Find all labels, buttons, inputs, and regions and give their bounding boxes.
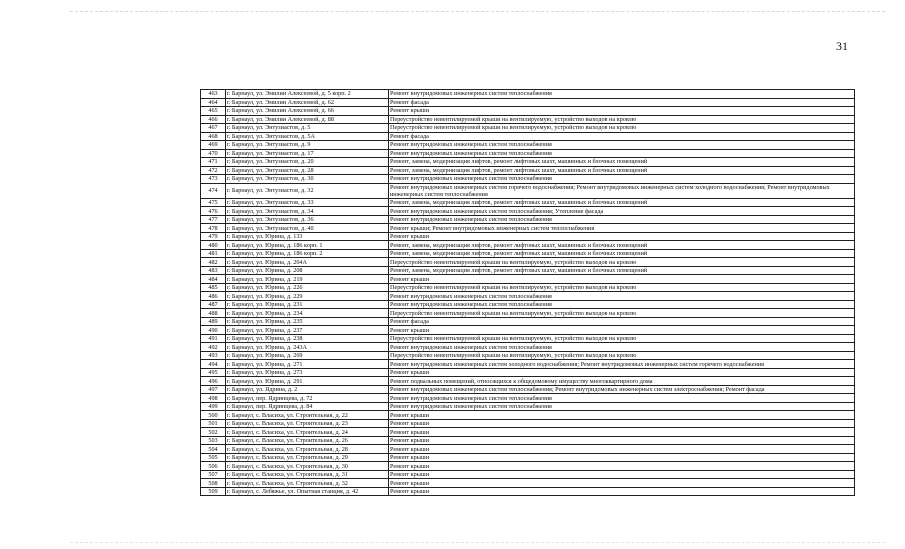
work-type-cell: Ремонт внутридомовых инженерных систем теплоснабжения	[389, 402, 855, 411]
address-cell: г. Барнаул, ул. Юрина, д. 204А	[226, 258, 389, 267]
table-row	[201, 275, 855, 284]
repair-program-table	[200, 89, 855, 496]
row-number-cell: 488	[201, 309, 226, 318]
work-type-cell: Ремонт, замена, модернизация лифтов, ремонт лифтовых шахт, машинных и блочных помещений	[389, 266, 855, 275]
row-number-cell: 502	[201, 428, 226, 437]
row-number-cell: 464	[201, 98, 226, 107]
table-row	[201, 487, 855, 496]
row-number-cell: 474	[201, 183, 226, 198]
table-row	[201, 300, 855, 309]
table-row	[201, 411, 855, 420]
address-cell: г. Барнаул, ул. Энтузиастов, д. 5	[226, 124, 389, 133]
address-cell: г. Барнаул, ул. Энтузиастов, д. 9	[226, 141, 389, 150]
table-row	[201, 224, 855, 233]
address-cell: г. Барнаул, ул. Энтузиастов, д. 28	[226, 166, 389, 175]
table-row	[201, 207, 855, 216]
address-cell: г. Барнаул, ул. Эмилии Алексеевой, д. 66	[226, 107, 389, 116]
table-row	[201, 419, 855, 428]
row-number-cell: 475	[201, 198, 226, 207]
row-number-cell: 472	[201, 166, 226, 175]
row-number-cell: 493	[201, 351, 226, 360]
address-cell: г. Барнаул, ул. Юрина, д. 291	[226, 377, 389, 386]
table-row	[201, 283, 855, 292]
work-type-cell: Ремонт, замена, модернизация лифтов, ремонт лифтовых шахт, машинных и блочных помещений	[389, 166, 855, 175]
row-number-cell: 507	[201, 470, 226, 479]
work-type-cell: Ремонт крыши	[389, 411, 855, 420]
address-cell: г. Барнаул, ул. Энтузиастов, д. 20	[226, 158, 389, 167]
row-number-cell: 494	[201, 360, 226, 369]
address-cell: г. Барнаул, ул. Юрина, д. 186 корп. 2	[226, 249, 389, 258]
work-type-cell: Ремонт внутридомовых инженерных систем теплоснабжения; Ремонт внутридомовых инженерных систем электроснабжения; Ремонт фасада	[389, 385, 855, 394]
row-number-cell: 508	[201, 479, 226, 488]
work-type-cell: Ремонт внутридомовых инженерных систем теплоснабжения	[389, 300, 855, 309]
row-number-cell: 467	[201, 124, 226, 133]
address-cell: г. Барнаул, ул. Энтузиастов, д. 36	[226, 215, 389, 224]
work-type-cell: Ремонт крыши	[389, 462, 855, 471]
row-number-cell: 485	[201, 283, 226, 292]
work-type-cell: Ремонт крыши	[389, 326, 855, 335]
address-cell: г. Барнаул, ул. Юрина, д. 235	[226, 317, 389, 326]
work-type-cell: Ремонт внутридомовых инженерных систем теплоснабжения	[389, 149, 855, 158]
table-row	[201, 360, 855, 369]
row-number-cell: 486	[201, 292, 226, 301]
work-type-cell: Ремонт подвальных помещений, относящихся к общедомовому имуществу многоквартирного дома	[389, 377, 855, 386]
address-cell: г. Барнаул, пер. Ядринцева, д. 72	[226, 394, 389, 403]
work-type-cell: Ремонт крыши	[389, 419, 855, 428]
work-type-cell: Ремонт крыши	[389, 428, 855, 437]
row-number-cell: 509	[201, 487, 226, 496]
work-type-cell: Ремонт внутридомовых инженерных систем горячего водоснабжения; Ремонт внутридомовых инженерных систем холодного водоснабжения; Ремонт внутридомовых инженерных систем теплоснабжения	[389, 183, 855, 198]
address-cell: г. Барнаул, ул. Юрина, д. 133	[226, 232, 389, 241]
address-cell: г. Барнаул, ул. Энтузиастов, д. 30	[226, 175, 389, 184]
table-row	[201, 183, 855, 198]
table-row	[201, 107, 855, 116]
table-row	[201, 149, 855, 158]
address-cell: г. Барнаул, ул. Юрина, д. 229	[226, 292, 389, 301]
address-cell: г. Барнаул, ул. Эмилии Алексеевой, д. 5 корп. 2	[226, 90, 389, 99]
table-row	[201, 292, 855, 301]
work-type-cell: Ремонт крыши	[389, 470, 855, 479]
row-number-cell: 476	[201, 207, 226, 216]
address-cell: г. Барнаул, ул. Юрина, д. 219	[226, 275, 389, 284]
work-type-cell: Ремонт крыши	[389, 445, 855, 454]
row-number-cell: 495	[201, 368, 226, 377]
row-number-cell: 489	[201, 317, 226, 326]
table-row	[201, 385, 855, 394]
work-type-cell: Ремонт внутридомовых инженерных систем теплоснабжения; Утепление фасада	[389, 207, 855, 216]
row-number-cell: 473	[201, 175, 226, 184]
address-cell: г. Барнаул, с. Власиха, ул. Строительная, д. 31	[226, 470, 389, 479]
work-type-cell: Переустройство невентилируемой крыши на вентилируемую, устройство выходов на кровлю	[389, 124, 855, 133]
work-type-cell: Ремонт крыши	[389, 275, 855, 284]
work-type-cell: Переустройство невентилируемой крыши на вентилируемую, устройство выходов на кровлю	[389, 283, 855, 292]
address-cell: г. Барнаул, ул. Энтузиастов, д. 32	[226, 183, 389, 198]
address-cell: г. Барнаул, ул. Юрина, д. 186 корп. 1	[226, 241, 389, 250]
row-number-cell: 463	[201, 90, 226, 99]
work-type-cell: Ремонт крыши	[389, 436, 855, 445]
row-number-cell: 477	[201, 215, 226, 224]
work-type-cell: Ремонт внутридомовых инженерных систем теплоснабжения	[389, 394, 855, 403]
address-cell: г. Барнаул, ул. Эмилии Алексеевой, д. 88	[226, 115, 389, 124]
table-row	[201, 266, 855, 275]
row-number-cell: 505	[201, 453, 226, 462]
address-cell: г. Барнаул, ул. Юрина, д. 237	[226, 326, 389, 335]
address-cell: г. Барнаул, с. Власиха, ул. Строительная, д. 22	[226, 411, 389, 420]
work-type-cell: Ремонт внутридомовых инженерных систем теплоснабжения	[389, 141, 855, 150]
work-type-cell: Переустройство невентилируемой крыши на вентилируемую, устройство выходов на кровлю	[389, 309, 855, 318]
table-row	[201, 215, 855, 224]
work-type-cell: Ремонт крыши	[389, 487, 855, 496]
table-row	[201, 132, 855, 141]
row-number-cell: 466	[201, 115, 226, 124]
page-number: 31	[836, 39, 848, 53]
work-type-cell: Ремонт внутридомовых инженерных систем теплоснабжения	[389, 175, 855, 184]
table-row	[201, 453, 855, 462]
table-row	[201, 309, 855, 318]
row-number-cell: 500	[201, 411, 226, 420]
work-type-cell: Переустройство невентилируемой крыши на вентилируемую, устройство выходов на кровлю	[389, 334, 855, 343]
address-cell: г. Барнаул, ул. Ядрина, д. 2	[226, 385, 389, 394]
work-type-cell: Ремонт внутридомовых инженерных систем теплоснабжения	[389, 90, 855, 99]
work-type-cell: Ремонт внутридомовых инженерных систем теплоснабжения	[389, 343, 855, 352]
work-type-cell: Ремонт внутридомовых инженерных систем холодного водоснабжения; Ремонт внутридомовых инженерных систем горячего водоснабжения	[389, 360, 855, 369]
address-cell: г. Барнаул, ул. Юрина, д. 243А	[226, 343, 389, 352]
address-cell: г. Барнаул, ул. Энтузиастов, д. 34	[226, 207, 389, 216]
address-cell: г. Барнаул, ул. Юрина, д. 238	[226, 334, 389, 343]
table-row	[201, 241, 855, 250]
row-number-cell: 504	[201, 445, 226, 454]
address-cell: г. Барнаул, с. Власиха, ул. Строительная, д. 28	[226, 445, 389, 454]
row-number-cell: 484	[201, 275, 226, 284]
table-row	[201, 428, 855, 437]
table-row	[201, 158, 855, 167]
work-type-cell: Ремонт крыши	[389, 453, 855, 462]
table-row	[201, 90, 855, 99]
work-type-cell: Переустройство невентилируемой крыши на вентилируемую, устройство выходов на кровлю	[389, 351, 855, 360]
work-type-cell: Ремонт, замена, модернизация лифтов, ремонт лифтовых шахт, машинных и блочных помещений	[389, 198, 855, 207]
address-cell: г. Барнаул, с. Власиха, ул. Строительная, д. 32	[226, 479, 389, 488]
row-number-cell: 491	[201, 334, 226, 343]
address-cell: г. Барнаул, ул. Юрина, д. 271	[226, 360, 389, 369]
work-type-cell: Ремонт фасада	[389, 98, 855, 107]
row-number-cell: 503	[201, 436, 226, 445]
work-type-cell: Ремонт крыши	[389, 232, 855, 241]
work-type-cell: Ремонт внутридомовых инженерных систем теплоснабжения	[389, 215, 855, 224]
row-number-cell: 483	[201, 266, 226, 275]
table-row	[201, 462, 855, 471]
row-number-cell: 487	[201, 300, 226, 309]
table-row	[201, 141, 855, 150]
address-cell: г. Барнаул, ул. Энтузиастов, д. 33	[226, 198, 389, 207]
table-row	[201, 470, 855, 479]
address-cell: г. Барнаул, с. Лебяжье, ул. Опытная станция, д. 42	[226, 487, 389, 496]
address-cell: г. Барнаул, с. Власиха, ул. Строительная, д. 26	[226, 436, 389, 445]
work-type-cell: Ремонт крыши	[389, 479, 855, 488]
address-cell: г. Барнаул, ул. Юрина, д. 273	[226, 368, 389, 377]
table-body	[201, 90, 855, 496]
table-row	[201, 402, 855, 411]
row-number-cell: 481	[201, 249, 226, 258]
address-cell: г. Барнаул, ул. Юрина, д. 208	[226, 266, 389, 275]
work-type-cell: Ремонт крыши	[389, 107, 855, 116]
row-number-cell: 471	[201, 158, 226, 167]
address-cell: г. Барнаул, ул. Эмилии Алексеевой, д. 62	[226, 98, 389, 107]
table-row	[201, 166, 855, 175]
row-number-cell: 482	[201, 258, 226, 267]
address-cell: г. Барнаул, ул. Юрина, д. 269	[226, 351, 389, 360]
table-row	[201, 445, 855, 454]
table-row	[201, 232, 855, 241]
work-type-cell: Ремонт фасада	[389, 132, 855, 141]
work-type-cell: Ремонт, замена, модернизация лифтов, ремонт лифтовых шахт, машинных и блочных помещений	[389, 241, 855, 250]
row-number-cell: 480	[201, 241, 226, 250]
row-number-cell: 496	[201, 377, 226, 386]
row-number-cell: 469	[201, 141, 226, 150]
address-cell: г. Барнаул, ул. Юрина, д. 231	[226, 300, 389, 309]
row-number-cell: 492	[201, 343, 226, 352]
row-number-cell: 499	[201, 402, 226, 411]
address-cell: г. Барнаул, ул. Юрина, д. 234	[226, 309, 389, 318]
row-number-cell: 470	[201, 149, 226, 158]
table-row	[201, 258, 855, 267]
work-type-cell: Ремонт крыши; Ремонт внутридомовых инженерных систем теплоснабжения	[389, 224, 855, 233]
table-row	[201, 124, 855, 133]
row-number-cell: 497	[201, 385, 226, 394]
address-cell: г. Барнаул, ул. Юрина, д. 226	[226, 283, 389, 292]
table-row	[201, 175, 855, 184]
table-row	[201, 98, 855, 107]
address-cell: г. Барнаул, с. Власиха, ул. Строительная, д. 23	[226, 419, 389, 428]
row-number-cell: 490	[201, 326, 226, 335]
table-row	[201, 343, 855, 352]
table-row	[201, 317, 855, 326]
work-type-cell: Переустройство невентилируемой крыши на вентилируемую, устройство выходов на кровлю	[389, 258, 855, 267]
row-number-cell: 478	[201, 224, 226, 233]
row-number-cell: 506	[201, 462, 226, 471]
work-type-cell: Ремонт фасада	[389, 317, 855, 326]
address-cell: г. Барнаул, пер. Ядринцева, д. 84	[226, 402, 389, 411]
row-number-cell: 498	[201, 394, 226, 403]
table-row	[201, 479, 855, 488]
work-type-cell: Ремонт внутридомовых инженерных систем теплоснабжения	[389, 292, 855, 301]
row-number-cell: 479	[201, 232, 226, 241]
work-type-cell: Ремонт, замена, модернизация лифтов, ремонт лифтовых шахт, машинных и блочных помещений	[389, 249, 855, 258]
address-cell: г. Барнаул, ул. Энтузиастов, д. 5А	[226, 132, 389, 141]
table-row	[201, 249, 855, 258]
table-row	[201, 394, 855, 403]
table-row	[201, 377, 855, 386]
table-row	[201, 326, 855, 335]
row-number-cell: 468	[201, 132, 226, 141]
table-row	[201, 115, 855, 124]
address-cell: г. Барнаул, с. Власиха, ул. Строительная, д. 30	[226, 462, 389, 471]
address-cell: г. Барнаул, ул. Энтузиастов, д. 17	[226, 149, 389, 158]
scan-top-edge	[70, 11, 885, 12]
table-row	[201, 368, 855, 377]
work-type-cell: Переустройство невентилируемой крыши на вентилируемую, устройство выходов на кровлю	[389, 115, 855, 124]
work-type-cell: Ремонт, замена, модернизация лифтов, ремонт лифтовых шахт, машинных и блочных помещений	[389, 158, 855, 167]
address-cell: г. Барнаул, с. Власиха, ул. Строительная, д. 29	[226, 453, 389, 462]
address-cell: г. Барнаул, с. Власиха, ул. Строительная, д. 24	[226, 428, 389, 437]
row-number-cell: 465	[201, 107, 226, 116]
address-cell: г. Барнаул, ул. Энтузиастов, д. 40	[226, 224, 389, 233]
work-type-cell: Ремонт крыши	[389, 368, 855, 377]
row-number-cell: 501	[201, 419, 226, 428]
table-row	[201, 334, 855, 343]
table-row	[201, 198, 855, 207]
scan-bottom-edge	[70, 542, 885, 543]
table-row	[201, 436, 855, 445]
table-row	[201, 351, 855, 360]
